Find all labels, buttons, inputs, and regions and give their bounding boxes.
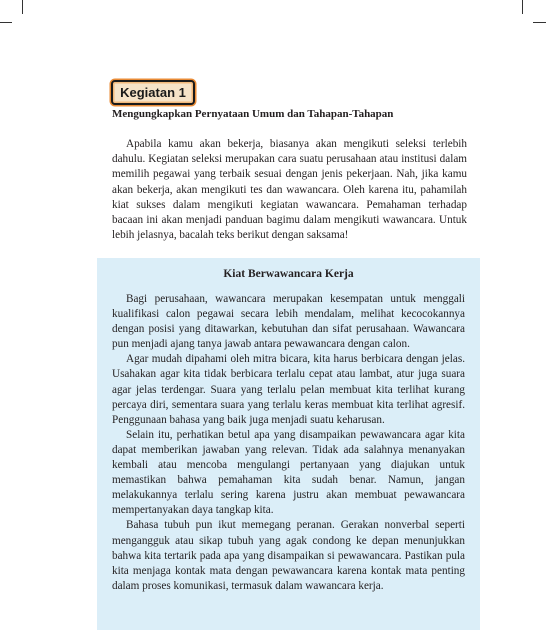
reading-paragraph: Agar mudah dipahami oleh mitra bicara, kita harus berbicara dengan jelas. Usahakan agar kita tidak berbicara terlalu cepat atau lambat, atur juga suara agar jelas terdengar. Suara yang terlalu pelan membuat kita terlihat kurang percaya diri, sementara suara yang terlalu keras membuat kita terlihat agresif. Penggunaan bahasa yang baik juga menjadi suatu keharusan. — [112, 353, 465, 426]
crop-mark-top-left-horizontal — [0, 22, 12, 23]
crop-mark-top-left-vertical — [22, 0, 23, 14]
reading-paragraph: Bagi perusahaan, wawancara merupakan kesempatan untuk menggali kualifikasi calon pegawai secara lebih mendalam, melihat kecocokannya dengan posisi yang ditawarkan, kebutuhan dan sifat perusahaan. Wawancara pun menjadi ajang tanya jawab antara pewawancara dengan calon. — [112, 293, 465, 351]
intro-text — [112, 137, 467, 243]
activity-badge — [111, 80, 195, 105]
reading-paragraph: Bahasa tubuh pun ikut memegang peranan. Gerakan nonverbal seperti mengangguk atau sikap tubuh yang agak condong ke depan menunjukkan bahwa kita tertarik pada apa yang disampaikan si pewawancara. Pastikan pula kita menjaga kontak mata dengan pewawancara karena kontak mata penting dalam proses komunikasi, termasuk dalam wawancara kerja. — [112, 519, 465, 592]
reading-body — [112, 292, 465, 594]
crop-mark-top-right-vertical — [522, 0, 523, 14]
reading-box — [97, 258, 480, 630]
section-subheading: Mengungkapkan Pernyataan Umum dan Tahapan-Tahapan — [112, 108, 394, 120]
reading-title: Kiat Berwawancara Kerja — [223, 268, 354, 280]
crop-mark-top-right-horizontal — [533, 22, 546, 23]
reading-paragraph: Selain itu, perhatikan betul apa yang disampaikan pewawancara agar kita dapat memberikan jawaban yang relevan. Tidak ada salahnya menanyakan kembali atau mencoba mengulangi pertanyaan yang diajukan untuk memastikan bahwa pemahaman kita sudah benar. Namun, jangan melakukannya terlalu sering karena justru akan membuat pewawancara mempertanyakan daya tangkap kita. — [112, 428, 465, 517]
activity-label: Kegiatan 1 — [120, 85, 186, 100]
intro-paragraph: Apabila kamu akan bekerja, biasanya akan mengikuti seleksi terlebih dahulu. Kegiatan seleksi merupakan cara suatu perusahaan atau institusi dalam memilih pegawai yang terbaik sesuai dengan jenis pekerjaan. Nah, jika kamu akan bekerja, akan mengikuti tes dan wawancara. Oleh karena itu, pahamilah kiat sukses dalam mengikuti kegiatan wawancara. Pemahaman terhadap bacaan ini akan menjadi panduan bagimu dalam mengikuti wawancara. Untuk lebih jelasnya, bacalah teks berikut dengan saksama! — [112, 138, 467, 242]
